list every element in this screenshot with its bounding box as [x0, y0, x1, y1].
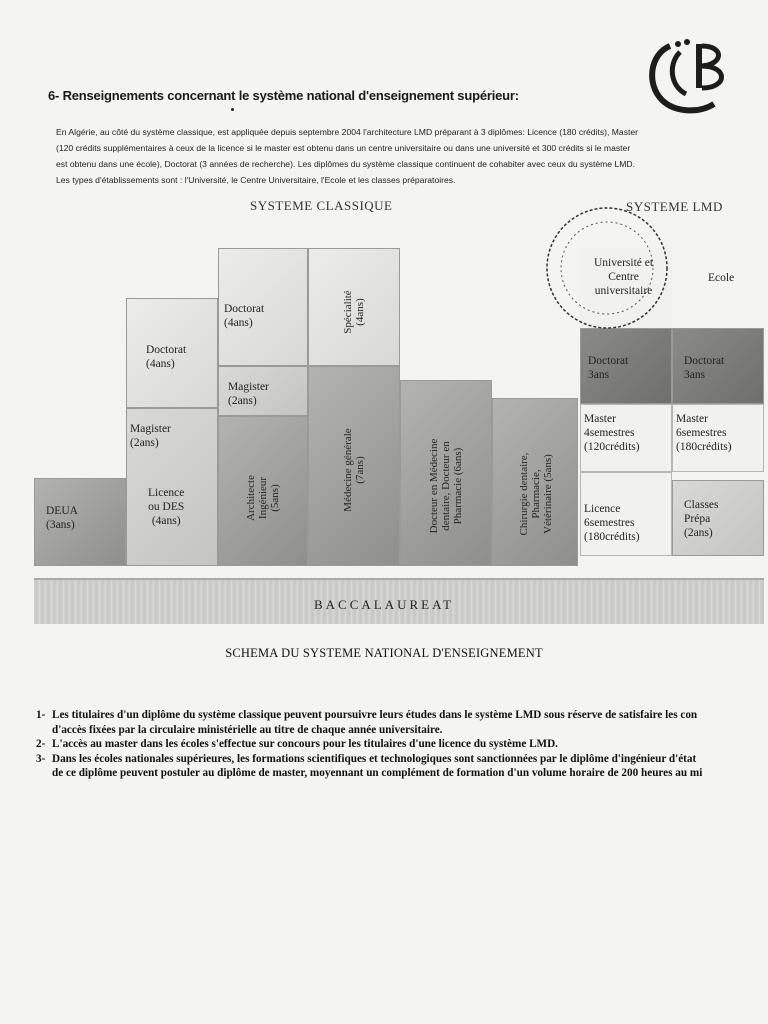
intro-line: est obtenu dans une école), Doctorat (3 années de recherche). Les diplômes du système classique continuent de cohabiter avec ceux du système LMD. [56, 159, 635, 169]
classique-title: SYSTEME CLASSIQUE [250, 198, 393, 213]
licence-des-label: Licence ou DES (4ans) [148, 487, 185, 527]
specialite-label: Spécialité (4ans) [342, 290, 366, 334]
official-stamp-icon [532, 200, 682, 330]
university-logo-icon [640, 34, 736, 116]
univ-centre-label: Université et Centre universitaire [594, 257, 654, 297]
intro-paragraph [56, 124, 736, 188]
note-item: 1- Les titulaires d'un diplôme du système classique peuvent poursuivre leurs études dans le système LMD sous réserve de satisfaire les con d'accès fixées par la circulaire ministérielle au titre de chaque année universitaire. [36, 709, 698, 736]
doctorat1-label: Doctorat (4ans) [146, 344, 187, 370]
note-item: 2- L'accès au master dans les écoles s'effectue sur concours pour les titulaires d'une licence du système LMD. [36, 738, 558, 750]
intro-line: En Algérie, au côté du système classique, est appliquée depuis septembre 2004 l'architecture LMD préparant à 3 diplômes: Licence (180 crédits), Master [56, 127, 639, 137]
intro-line: Les types d'établissements sont : l'Université, le Centre Universitaire, l'Ecole et les classes préparatoires. [56, 175, 456, 185]
architecte-label: Architecte Ingénieur (5ans) [245, 475, 281, 521]
docteur-label: Docteur en Médecine dentaire, Docteur en Pharmacie (6ans) [428, 438, 464, 534]
lmd-master2-label: Master 6semestres (180crédits) [676, 413, 732, 453]
section-heading: 6- Renseignements concernant le système national d'enseignement supérieur: [48, 88, 519, 103]
note-item: 3- Dans les écoles nationales supérieures, les formations scientifiques et technologiques sont sanctionnées par le diplôme d'ingénieur d'état de ce diplôme peuvent postuler au diplôme de master, moyennant un complément de formation d'un volume horaire de 200 heures au mi [36, 752, 703, 779]
lmd-licence-label: Licence 6semestres (180crédits) [584, 503, 640, 543]
magister2-label: Magister (2ans) [228, 381, 269, 407]
lmd-doctorat1-label: Doctorat 3ans [588, 355, 629, 381]
lmd-doctorat2-label: Doctorat 3ans [684, 355, 725, 381]
classes-prepa-label: Classes Prépa (2ans) [684, 499, 719, 539]
schema-title: SCHEMA DU SYSTEME NATIONAL D'ENSEIGNEMENT [225, 646, 543, 660]
notes-list [36, 708, 764, 781]
ecole-label: Ecole [708, 272, 735, 284]
lmd-master1-label: Master 4semestres (120crédits) [584, 413, 640, 453]
bullet-dot [231, 108, 234, 111]
chirurgie-label: Chirurgie dentaire, Pharmacie, Vétérinaire (5ans) [518, 452, 554, 536]
lmd-title: SYSTEME LMD [626, 199, 723, 214]
baccalaureat-label: BACCALAUREAT [313, 597, 454, 612]
medecine-label: Médecine générale (7ans) [342, 428, 366, 512]
magister1-label: Magister (2ans) [130, 423, 171, 449]
intro-line: (120 crédits supplémentaires à ceux de la licence si le master est obtenu dans un centre universitaire ou dans une université et 300 crédits si le master [56, 143, 631, 153]
doctorat2-label: Doctorat (4ans) [224, 303, 265, 329]
deua-label: DEUA (3ans) [46, 505, 78, 531]
